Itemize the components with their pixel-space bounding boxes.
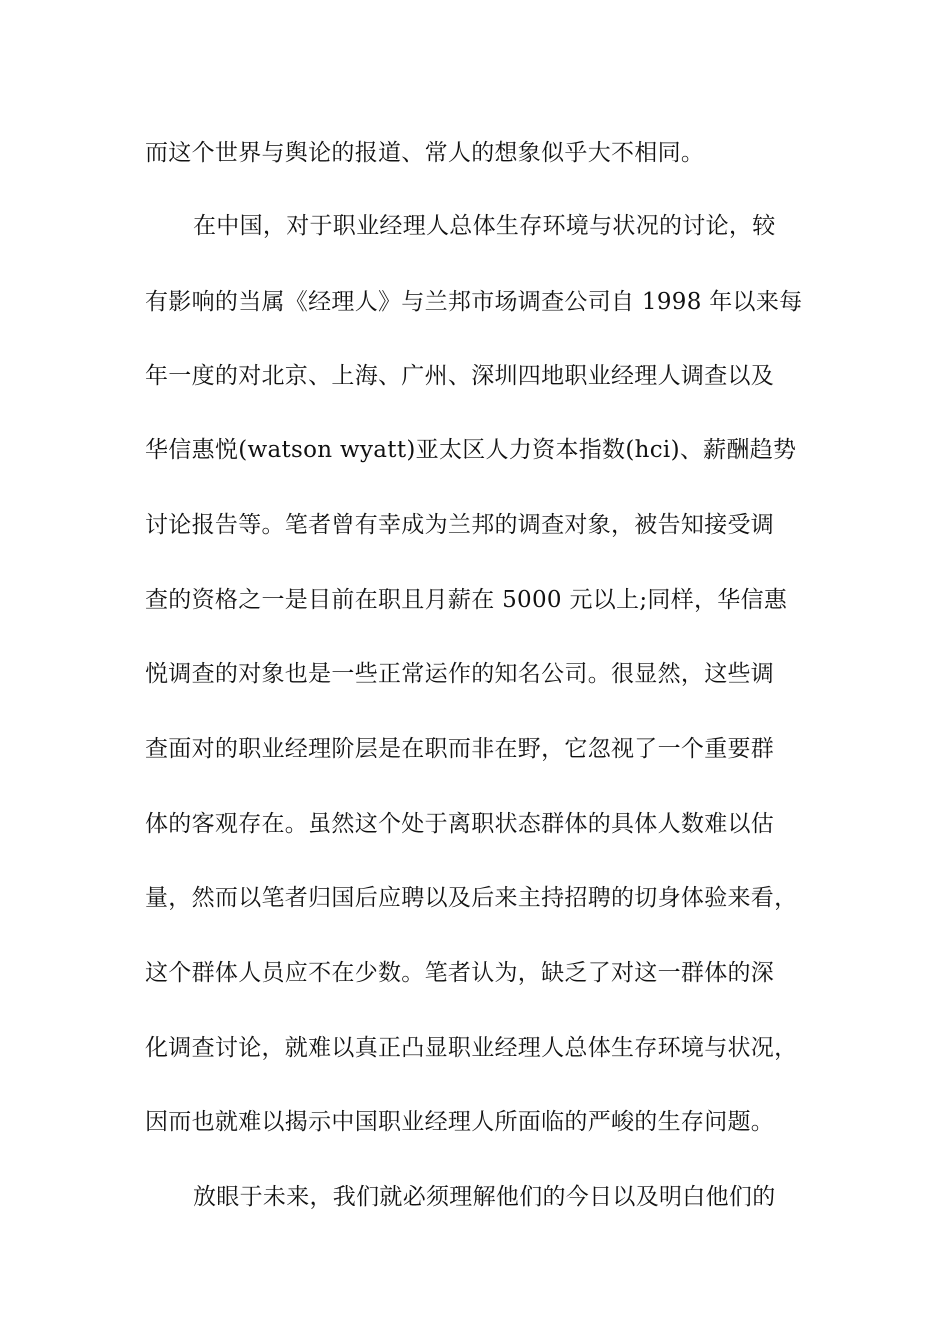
- paragraph-line: 因而也就难以揭示中国职业经理人所面临的严峻的生存问题。: [145, 1109, 775, 1135]
- paragraph-line: 化调查讨论，就难以真正凸显职业经理人总体生存环境与状况，: [145, 1035, 798, 1061]
- paragraph-line: 这个群体人员应不在少数。笔者认为，缺乏了对这一群体的深: [145, 960, 775, 986]
- paragraph-line: 悦调查的对象也是一些正常运作的知名公司。很显然，这些调: [145, 661, 775, 687]
- paragraph-line: 查的资格之一是目前在职且月薪在 5000 元以上;同样，华信惠: [145, 587, 788, 613]
- paragraph-line: 而这个世界与舆论的报道、常人的想象似乎大不相同。: [145, 140, 705, 166]
- paragraph-line: 查面对的职业经理阶层是在职而非在野，它忽视了一个重要群: [145, 736, 775, 762]
- paragraph-line: 讨论报告等。笔者曾有幸成为兰邦的调查对象，被告知接受调: [145, 512, 775, 538]
- paragraph-line: 在中国，对于职业经理人总体生存环境与状况的讨论，较: [193, 213, 776, 239]
- paragraph-line: 放眼于未来，我们就必须理解他们的今日以及明白他们的: [193, 1184, 776, 1210]
- paragraph-line: 有影响的当属《经理人》与兰邦市场调查公司自 1998 年以来每: [145, 289, 803, 315]
- paragraph-line: 年一度的对北京、上海、广州、深圳四地职业经理人调查以及: [145, 363, 775, 389]
- paragraph-line: 体的客观存在。虽然这个处于离职状态群体的具体人数难以估: [145, 811, 775, 837]
- paragraph-line: 华信惠悦(watson wyatt)亚太区人力资本指数(hci)、薪酬趋势: [145, 437, 797, 463]
- paragraph-line: 量，然而以笔者归国后应聘以及后来主持招聘的切身体验来看，: [145, 885, 798, 911]
